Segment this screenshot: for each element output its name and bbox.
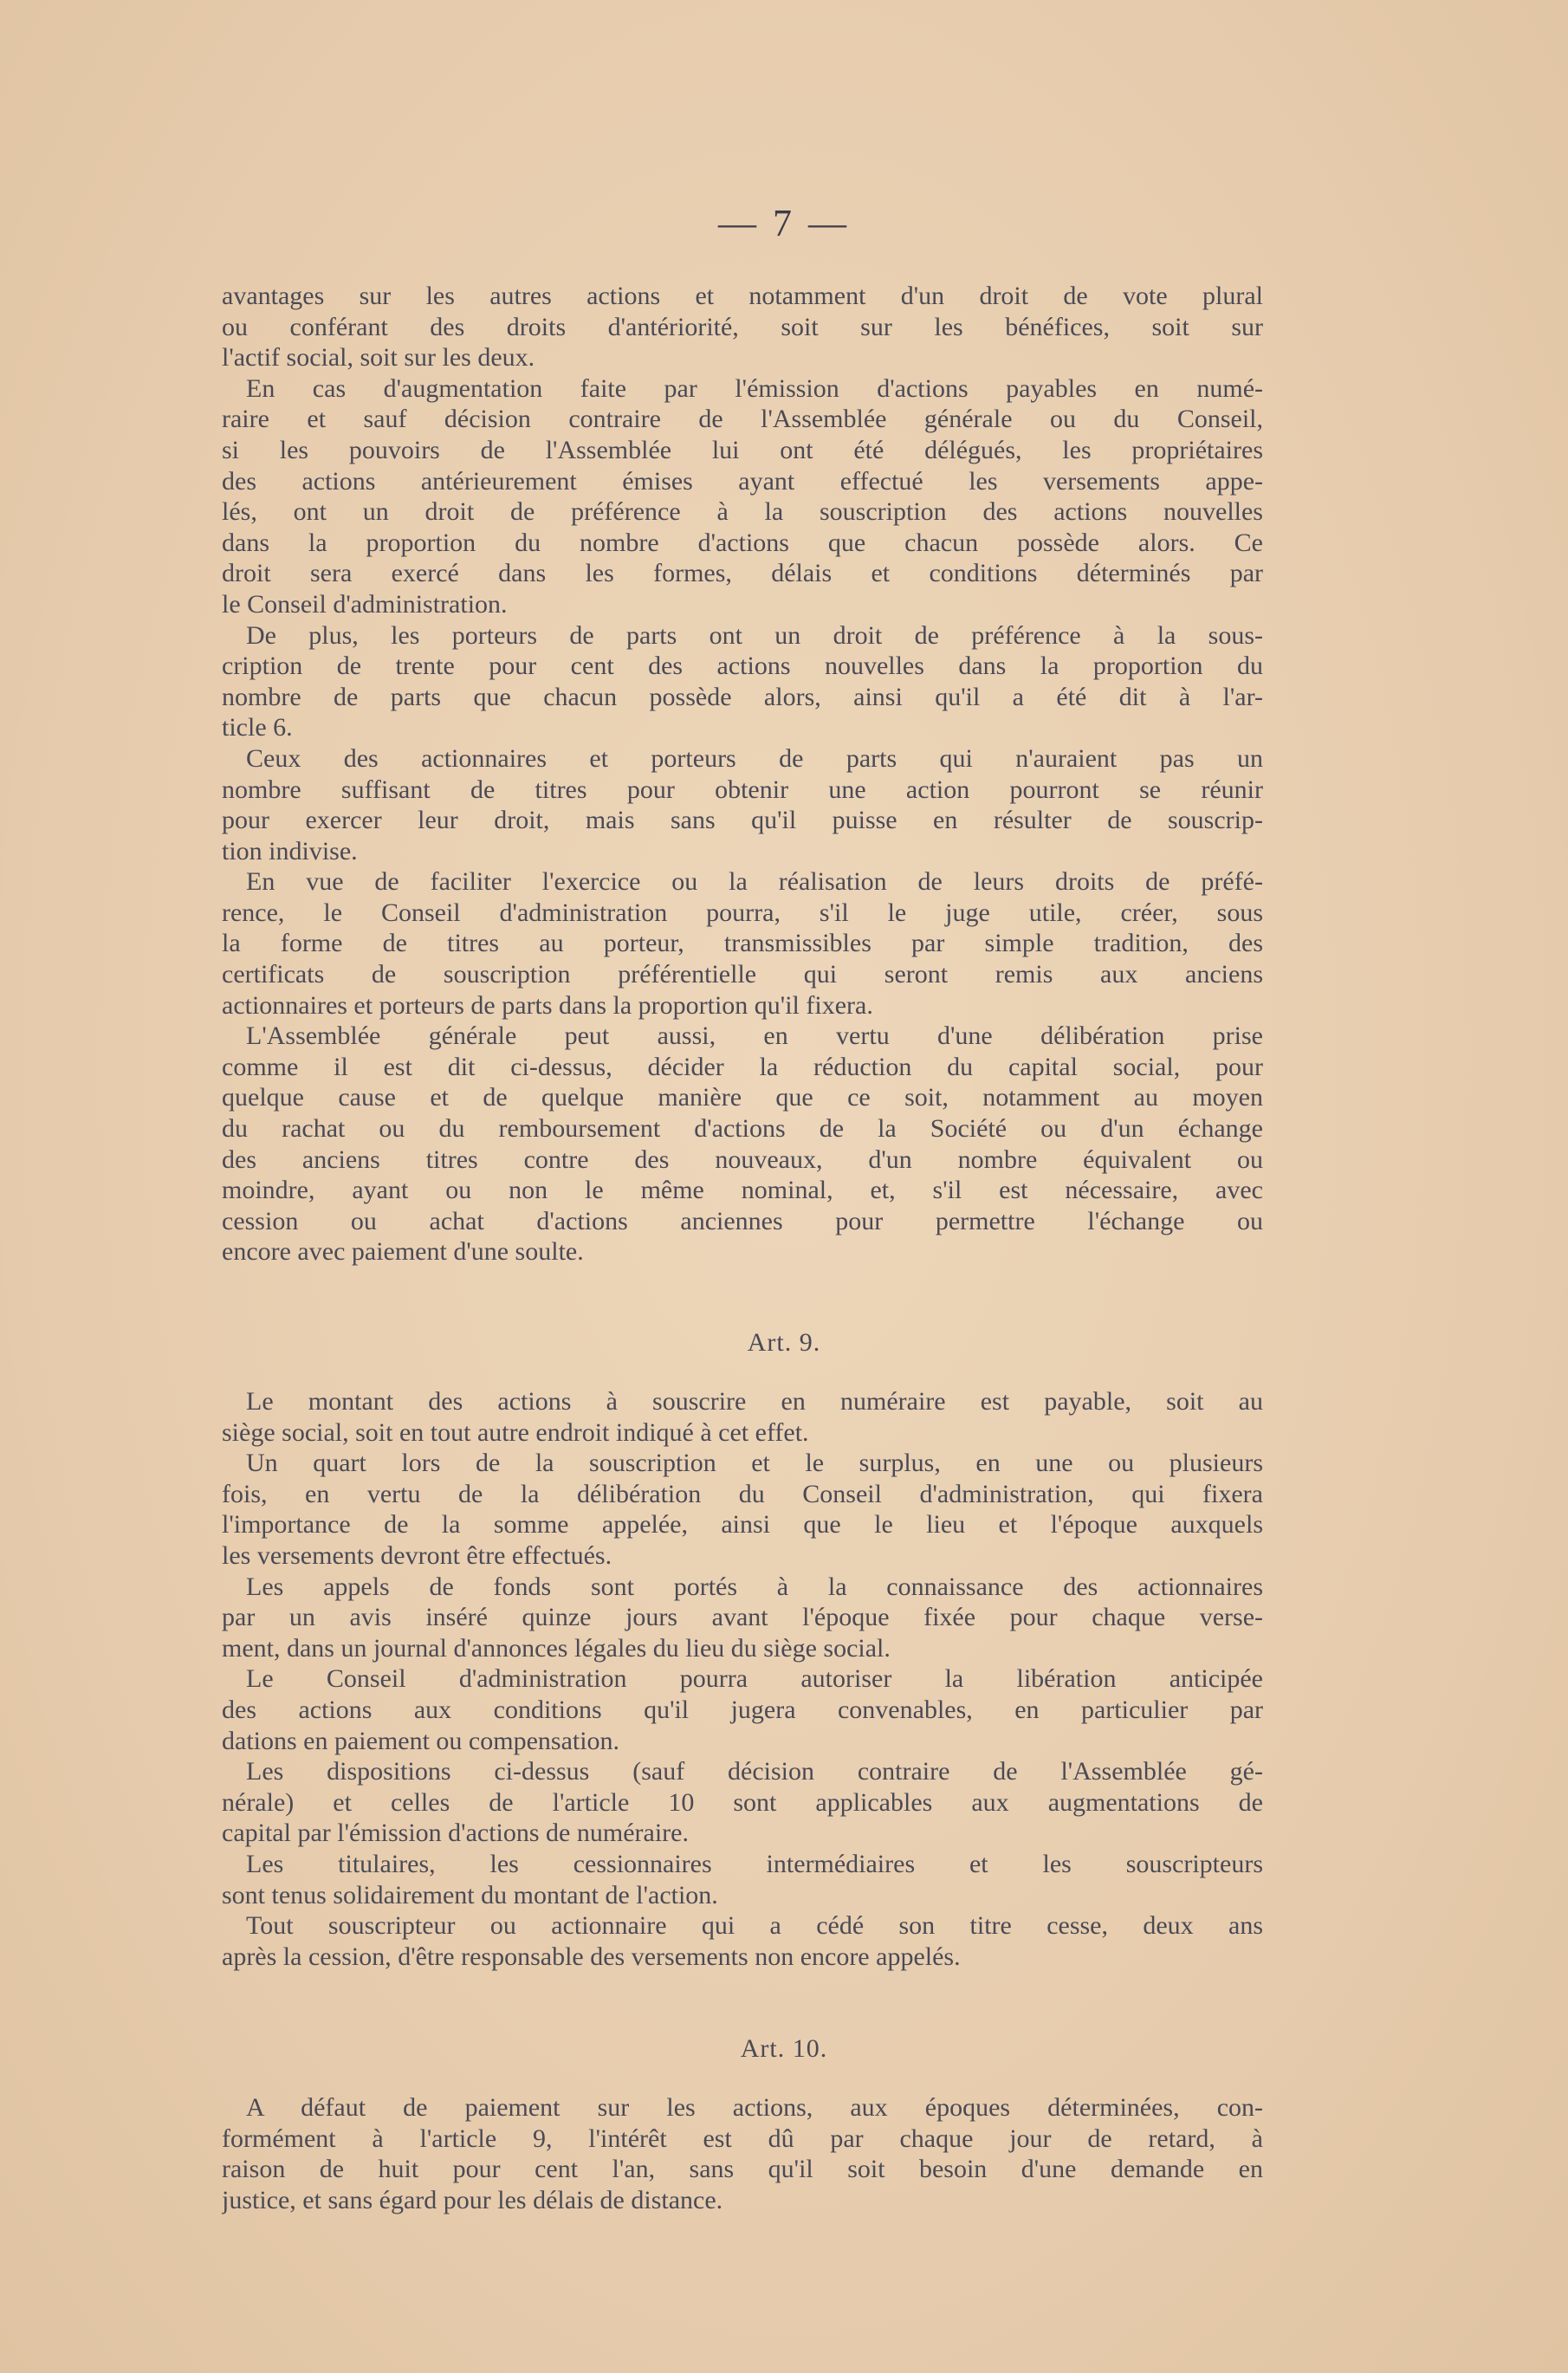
text-line bbox=[222, 1910, 1263, 1942]
text-line bbox=[222, 558, 1263, 589]
text-line-content: ticle 6. bbox=[222, 713, 293, 742]
text-line bbox=[222, 682, 1263, 713]
text-line bbox=[222, 1448, 1263, 1479]
text-line bbox=[222, 743, 1263, 775]
text-line bbox=[222, 2154, 1263, 2185]
text-line-content: Les dispositions ci-dessus (sauf décision contraire de l'Assemblée gé- bbox=[246, 1757, 1263, 1786]
text-line-content: raire et sauf décision contraire de l'Assemblée générale ou du Conseil, bbox=[222, 405, 1263, 434]
article-10-text bbox=[222, 2092, 1263, 2215]
text-line bbox=[222, 1756, 1263, 1787]
text-line-content: quelque cause et de quelque manière que ce soit, notamment au moyen bbox=[222, 1083, 1263, 1112]
text-line-content: Un quart lors de la souscription et le surplus, en une ou plusieurs bbox=[246, 1449, 1263, 1478]
text-line-content: des actions aux conditions qu'il jugera convenables, en particulier par bbox=[222, 1695, 1263, 1724]
text-line bbox=[222, 805, 1263, 836]
text-line-content: fois, en vertu de la délibération du Conseil d'administration, qui fixera bbox=[222, 1479, 1263, 1508]
text-line-content: lés, ont un droit de préférence à la souscription des actions nouvelles bbox=[222, 497, 1263, 527]
text-line-content: après la cession, d'être responsable des versements non encore appelés. bbox=[222, 1942, 961, 1971]
text-line bbox=[222, 898, 1263, 929]
text-line bbox=[222, 866, 1263, 898]
text-line bbox=[222, 1787, 1263, 1819]
text-line-content: moindre, ayant ou non le même nominal, et, s'il est nécessaire, avec bbox=[222, 1176, 1263, 1205]
text-line-content: ment, dans un journal d'annonces légales du lieu du siège social. bbox=[222, 1633, 891, 1663]
text-line-content: siège social, soit en tout autre endroit indiqué à cet effet. bbox=[222, 1417, 809, 1447]
text-line-content: avantages sur les autres actions et notamment d'un droit de vote plural bbox=[222, 282, 1263, 310]
text-line-content: En cas d'augmentation faite par l'émission d'actions payables en numé- bbox=[246, 373, 1263, 403]
text-line-content: En vue de faciliter l'exercice ou la réalisation de leurs droits de préfé- bbox=[246, 867, 1263, 897]
text-line bbox=[222, 589, 1263, 620]
text-line-content: formément à l'article 9, l'intérêt est dû par chaque jour de retard, à bbox=[222, 2123, 1263, 2153]
text-line-content: rence, le Conseil d'administration pourra, s'il le juge utile, créer, sous bbox=[222, 898, 1263, 927]
text-line-content: par un avis inséré quinze jours avant l'époque fixée pour chaque verse- bbox=[222, 1603, 1263, 1632]
text-line bbox=[222, 1726, 1263, 1757]
text-line bbox=[222, 775, 1263, 806]
text-line-content: dations en paiement ou compensation. bbox=[222, 1726, 620, 1755]
text-line bbox=[222, 281, 1263, 312]
text-line-content: pour exercer leur droit, mais sans qu'il puisse en résulter de souscrip- bbox=[222, 806, 1263, 835]
text-line-content: l'actif social, soit sur les deux. bbox=[222, 343, 535, 373]
text-line bbox=[222, 1206, 1263, 1237]
text-line-content: les versements devront être effectués. bbox=[222, 1540, 612, 1570]
text-line bbox=[222, 2092, 1263, 2123]
text-line-content: raison de huit pour cent l'an, sans qu'il soit besoin d'une demande en bbox=[222, 2155, 1263, 2184]
text-line bbox=[222, 959, 1263, 990]
text-line bbox=[222, 1663, 1263, 1695]
text-line bbox=[222, 620, 1263, 652]
text-line-content: comme il est dit ci-dessus, décider la réduction du capital social, pour bbox=[222, 1052, 1263, 1081]
text-line-content: tion indivise. bbox=[222, 836, 358, 866]
text-line bbox=[222, 1942, 1263, 1973]
text-line-content: capital par l'émission d'actions de numéraire. bbox=[222, 1819, 689, 1848]
text-line bbox=[222, 404, 1263, 435]
text-line-content: l'importance de la somme appelée, ainsi que le lieu et l'époque auxquels bbox=[222, 1510, 1263, 1540]
text-line bbox=[222, 1540, 1263, 1572]
text-line bbox=[222, 1633, 1263, 1664]
text-line bbox=[222, 1144, 1263, 1176]
text-line bbox=[222, 1052, 1263, 1083]
text-line bbox=[222, 1880, 1263, 1911]
text-line bbox=[222, 712, 1263, 743]
text-line-content: justice, et sans égard pour les délais de distance. bbox=[222, 2185, 723, 2214]
text-line bbox=[222, 1417, 1263, 1449]
text-line-content: encore avec paiement d'une soulte. bbox=[222, 1237, 584, 1267]
text-line-content: du rachat ou du remboursement d'actions de la Société ou d'un échange bbox=[222, 1114, 1263, 1144]
article-10-heading: Art. 10. bbox=[740, 2034, 828, 2063]
text-line-content: sont tenus solidairement du montant de l'action. bbox=[222, 1880, 718, 1909]
text-line-content: si les pouvoirs de l'Assemblée lui ont été délégués, les propriétaires bbox=[222, 435, 1263, 464]
text-line-content: Les appels de fonds sont portés à la connaissance des actionnaires bbox=[246, 1572, 1263, 1601]
text-line bbox=[222, 1572, 1263, 1603]
text-line bbox=[222, 1602, 1263, 1633]
text-line-content: des actions antérieurement émises ayant effectué les versements appe- bbox=[222, 466, 1263, 496]
text-line-content: ou conférant des droits d'antériorité, soit sur les bénéfices, soit sur bbox=[222, 312, 1263, 341]
text-line bbox=[222, 1479, 1263, 1510]
text-line-content: droit sera exercé dans les formes, délais et conditions déterminés par bbox=[222, 559, 1263, 588]
text-line-content: A défaut de paiement sur les actions, aux époques déterminées, con- bbox=[246, 2093, 1263, 2122]
text-line-content: De plus, les porteurs de parts ont un droit de préférence à la sous- bbox=[246, 620, 1263, 650]
text-line bbox=[222, 312, 1263, 343]
text-line bbox=[222, 528, 1263, 559]
text-line bbox=[222, 2123, 1263, 2155]
article-8-continued-text bbox=[222, 281, 1263, 1268]
text-line-content: Le Conseil d'administration pourra autoriser la libération anticipée bbox=[246, 1664, 1263, 1694]
text-line bbox=[222, 1818, 1263, 1849]
text-line-content: cription de trente pour cent des actions nouvelles dans la proportion du bbox=[222, 652, 1263, 681]
text-line bbox=[222, 1236, 1263, 1268]
text-line bbox=[222, 2185, 1263, 2216]
text-line bbox=[222, 1175, 1263, 1206]
text-line bbox=[222, 928, 1263, 959]
text-line bbox=[222, 1386, 1263, 1417]
article-9-heading: Art. 9. bbox=[747, 1328, 821, 1357]
article-9-text bbox=[222, 1386, 1263, 1972]
text-line-content: des anciens titres contre des nouveaux, d'un nombre équivalent ou bbox=[222, 1144, 1263, 1174]
text-line-content: Tout souscripteur ou actionnaire qui a cédé son titre cesse, deux ans bbox=[246, 1911, 1263, 1941]
text-line bbox=[222, 836, 1263, 867]
text-line bbox=[222, 1082, 1263, 1113]
text-line-content: Les titulaires, les cessionnaires intermédiaires et les souscripteurs bbox=[246, 1849, 1263, 1878]
text-line-content: L'Assemblée générale peut aussi, en vertu d'une délibération prise bbox=[246, 1021, 1263, 1051]
text-line-content: certificats de souscription préférentielle qui seront remis aux anciens bbox=[222, 960, 1263, 989]
text-line bbox=[222, 342, 1263, 373]
text-line-content: dans la proportion du nombre d'actions que chacun possède alors. Ce bbox=[222, 528, 1263, 557]
text-line-content: nombre de parts que chacun possède alors, ainsi qu'il a été dit à l'ar- bbox=[222, 682, 1263, 711]
text-line-content: le Conseil d'administration. bbox=[222, 589, 508, 619]
text-line-content: nombre suffisant de titres pour obtenir une action pourront se réunir bbox=[222, 775, 1263, 804]
text-line-content: cession ou achat d'actions anciennes pour permettre l'échange ou bbox=[222, 1206, 1263, 1235]
text-line-content: la forme de titres au porteur, transmissibles par simple tradition, des bbox=[222, 929, 1263, 958]
text-line bbox=[222, 1849, 1263, 1880]
text-line bbox=[222, 1695, 1263, 1726]
text-line bbox=[222, 373, 1263, 405]
text-line bbox=[222, 1021, 1263, 1052]
text-line-content: Ceux des actionnaires et porteurs de parts qui n'auraient pas un bbox=[246, 743, 1263, 773]
text-line bbox=[222, 466, 1263, 497]
text-line bbox=[222, 990, 1263, 1021]
text-line bbox=[222, 435, 1263, 466]
text-line bbox=[222, 496, 1263, 528]
text-line-content: nérale) et celles de l'article 10 sont applicables aux augmentations de bbox=[222, 1787, 1263, 1817]
page-number: — 7 — bbox=[718, 202, 850, 244]
text-line-content: Le montant des actions à souscrire en numéraire est payable, soit au bbox=[246, 1387, 1263, 1416]
text-line bbox=[222, 1509, 1263, 1540]
text-line bbox=[222, 651, 1263, 682]
text-line bbox=[222, 1113, 1263, 1144]
text-line-content: actionnaires et porteurs de parts dans la proportion qu'il fixera. bbox=[222, 990, 873, 1020]
